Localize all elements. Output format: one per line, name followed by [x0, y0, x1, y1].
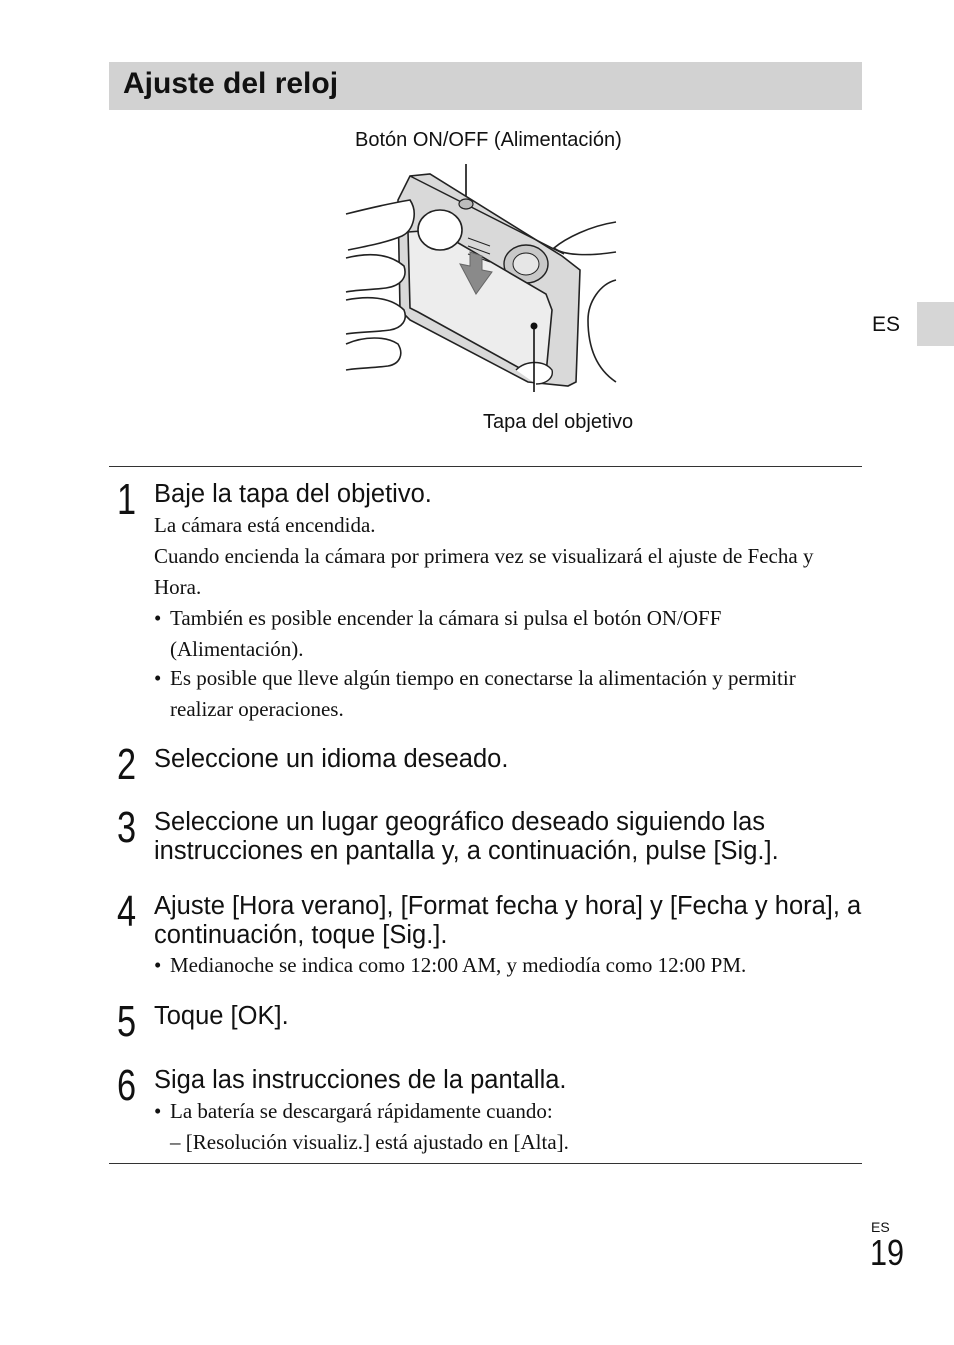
- step-number: 4: [117, 887, 137, 936]
- step-title: Seleccione un idioma deseado.: [154, 745, 509, 773]
- step-number: 1: [117, 475, 137, 524]
- step-number: 3: [117, 803, 137, 852]
- step-note-text: Es posible que lleve algún tiempo en conectarse la alimentación y permitir realizar operaciones.: [170, 666, 796, 721]
- section-header: [109, 62, 862, 110]
- step-title: Baje la tapa del objetivo.: [154, 480, 432, 508]
- step-number: 6: [117, 1061, 137, 1110]
- side-language-label: ES: [872, 313, 901, 336]
- step-note-text: La batería se descargará rápidamente cuando:: [170, 1099, 553, 1123]
- page-number: 19: [870, 1232, 905, 1273]
- top-rule: [109, 466, 862, 467]
- step-body-line: Cuando encienda la cámara por primera vez se visualizará el ajuste de Fecha y Hora.: [154, 544, 814, 599]
- step-number: 5: [117, 997, 137, 1046]
- lens-cover-caption: Tapa del objetivo: [483, 411, 634, 433]
- side-tab: [917, 302, 954, 346]
- step-number: 2: [117, 740, 137, 789]
- camera-illustration: [340, 160, 620, 392]
- step-subnote: – [Resolución visualiz.] está ajustado en [Alta].: [170, 1130, 569, 1154]
- bottom-rule: [109, 1163, 862, 1164]
- step-note-text: También es posible encender la cámara si pulsa el botón ON/OFF (Alimentación).: [170, 606, 722, 661]
- step-note-text: Medianoche se indica como 12:00 AM, y mediodía como 12:00 PM.: [170, 953, 747, 977]
- step-title: Seleccione un lugar geográfico deseado siguiendo las instrucciones en pantalla y, a continuación, pulse [Sig.].: [154, 808, 779, 865]
- step-body-line: La cámara está encendida.: [154, 513, 376, 537]
- power-button-caption: Botón ON/OFF (Alimentación): [355, 129, 622, 151]
- step-title: Toque [OK].: [154, 1002, 289, 1030]
- step-subnote-text: [Resolución visualiz.] está ajustado en [Alta].: [185, 1130, 569, 1154]
- section-title: Ajuste del reloj: [123, 67, 339, 100]
- footer-language: ES: [871, 1219, 890, 1235]
- step-title: Siga las instrucciones de la pantalla.: [154, 1066, 567, 1094]
- step-title: Ajuste [Hora verano], [Format fecha y hora] y [Fecha y hora], a continuación, toque [Sig.].: [154, 892, 862, 949]
